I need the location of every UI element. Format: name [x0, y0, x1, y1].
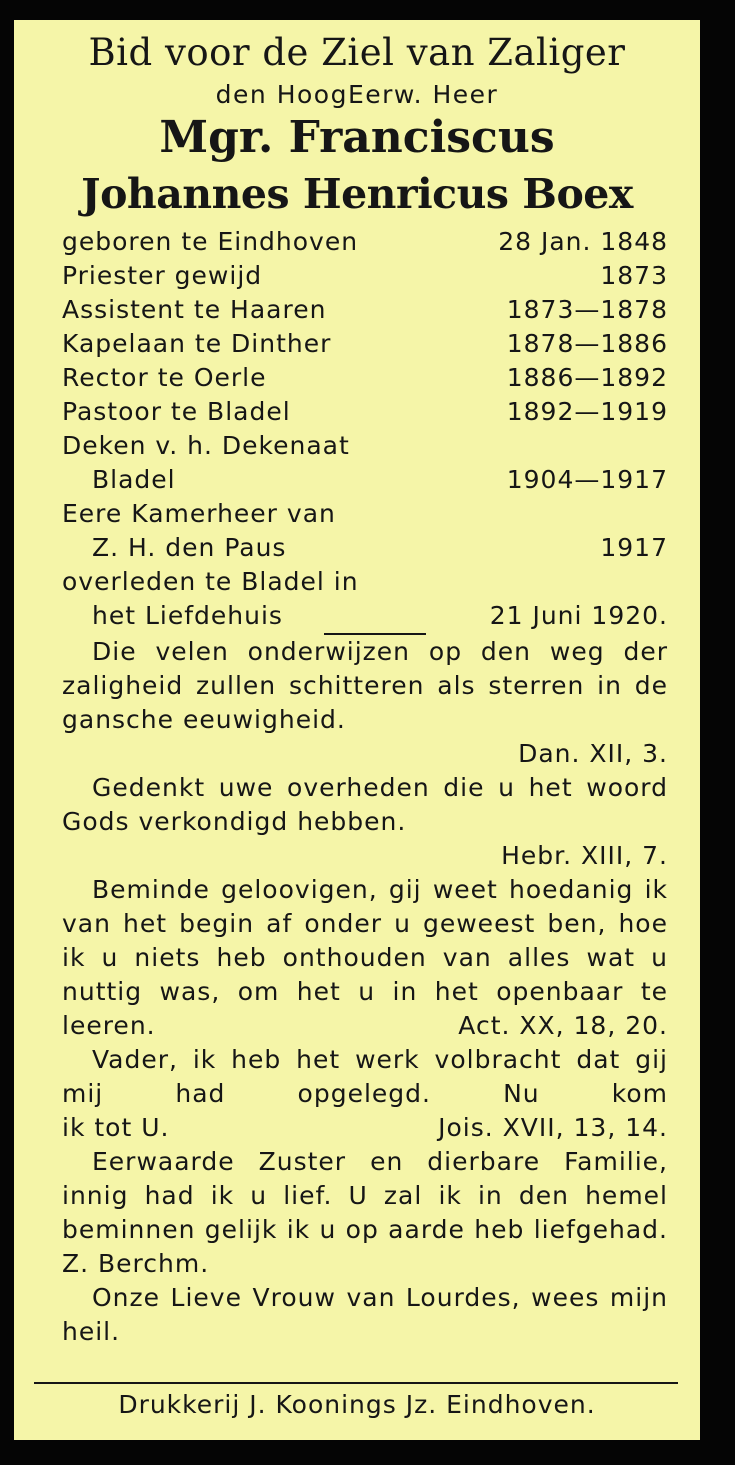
quote-hebrews	[62, 771, 668, 839]
assistent-years: 1873—1878	[506, 295, 668, 324]
career-row-priest	[62, 259, 668, 293]
quote-acts-ref: Act. XX, 18, 20.	[458, 1011, 668, 1040]
assistent-label: Assistent te Haaren	[62, 295, 327, 324]
career-row-assistent	[62, 293, 668, 327]
career-row-died-a	[62, 565, 668, 599]
quote-hebrews-text: Gedenkt uwe overheden die u het woord Gods verkondigd hebben.	[62, 773, 668, 836]
quote-daniel	[62, 635, 668, 737]
career-row-deken-b	[62, 463, 668, 497]
kapelaan-label: Kapelaan te Dinther	[62, 329, 332, 358]
name-line-1: Mgr. Franciscus	[159, 112, 555, 163]
kamerheer-year: 1917	[600, 533, 668, 562]
rector-years: 1886—1892	[506, 363, 668, 392]
kamerheer-label: Eere Kamerheer van	[62, 499, 336, 528]
name-line-2: Johannes Henricus Boex	[81, 170, 633, 218]
quote-acts-last-word: leeren.	[62, 1011, 156, 1040]
career-row-deken-a	[62, 429, 668, 463]
memorial-card	[14, 20, 700, 1440]
footer-divider	[34, 1382, 678, 1384]
quote-daniel-ref: Dan. XII, 3.	[518, 739, 668, 768]
career-row-pastoor	[62, 395, 668, 429]
deken-years: 1904—1917	[506, 465, 668, 494]
quote-john-last	[62, 1111, 668, 1145]
deken-label: Deken v. h. Dekenaat	[62, 431, 350, 460]
career-row-rector	[62, 361, 668, 395]
career-row-born	[62, 225, 668, 259]
prayer-heading: Bid voor de Ziel van Zaliger	[88, 31, 626, 74]
career-row-died-b	[62, 599, 668, 633]
priest-year: 1873	[600, 261, 668, 290]
born-label: geboren te Eindhoven	[62, 227, 359, 256]
priest-label: Priester gewijd	[62, 261, 263, 290]
quote-john-text: Vader, ik heb het werk volbracht dat gij mij had opgelegd. Nu kom	[62, 1045, 668, 1108]
title-line: den HoogEerw. Heer	[215, 80, 499, 109]
quote-acts	[62, 873, 668, 1009]
career-row-kamerheer-b	[62, 531, 668, 565]
pastoor-years: 1892—1919	[506, 397, 668, 426]
quote-john-ref: Jois. XVII, 13, 14.	[438, 1113, 668, 1142]
pastoor-label: Pastoor te Bladel	[62, 397, 291, 426]
quote-farewell	[62, 1145, 668, 1281]
career-row-kamerheer-a	[62, 497, 668, 531]
rector-label: Rector te Oerle	[62, 363, 267, 392]
quote-farewell-text: Eerwaarde Zuster en dierbare Familie, innig had ik u lief. U zal ik in den hemel beminnen gelijk ik u op aarde heb liefgehad. Z. Berchm.	[62, 1147, 668, 1278]
quote-lourdes	[62, 1281, 668, 1349]
quote-hebrews-ref: Hebr. XIII, 7.	[501, 841, 668, 870]
quote-john	[62, 1043, 668, 1111]
quote-acts-last	[62, 1009, 668, 1043]
died-label: overleden te Bladel in	[62, 567, 359, 596]
born-date: 28 Jan. 1848	[498, 227, 668, 256]
kamerheer-pope: Z. H. den Paus	[92, 533, 287, 562]
quote-lourdes-text: Onze Lieve Vrouw van Lourdes, wees mijn heil.	[62, 1283, 668, 1346]
kapelaan-years: 1878—1886	[506, 329, 668, 358]
printer-credit: Drukkerij J. Koonings Jz. Eindhoven.	[118, 1390, 596, 1419]
card-body	[62, 225, 668, 1349]
deken-place: Bladel	[92, 465, 176, 494]
died-place: het Liefdehuis	[92, 601, 283, 630]
career-row-kapelaan	[62, 327, 668, 361]
quote-john-last-words: ik tot U.	[62, 1113, 170, 1142]
died-date: 21 Juni 1920.	[489, 601, 668, 630]
quote-daniel-text: Die velen onderwijzen op den weg der zaligheid zullen schitteren als sterren in de gansche eeuwigheid.	[62, 637, 668, 734]
quote-acts-text: Beminde geloovigen, gij weet hoedanig ik van het begin af onder u geweest ben, hoe ik u niets heb onthouden van alles wat u nuttig was, om het u in het openbaar te	[62, 875, 668, 1006]
